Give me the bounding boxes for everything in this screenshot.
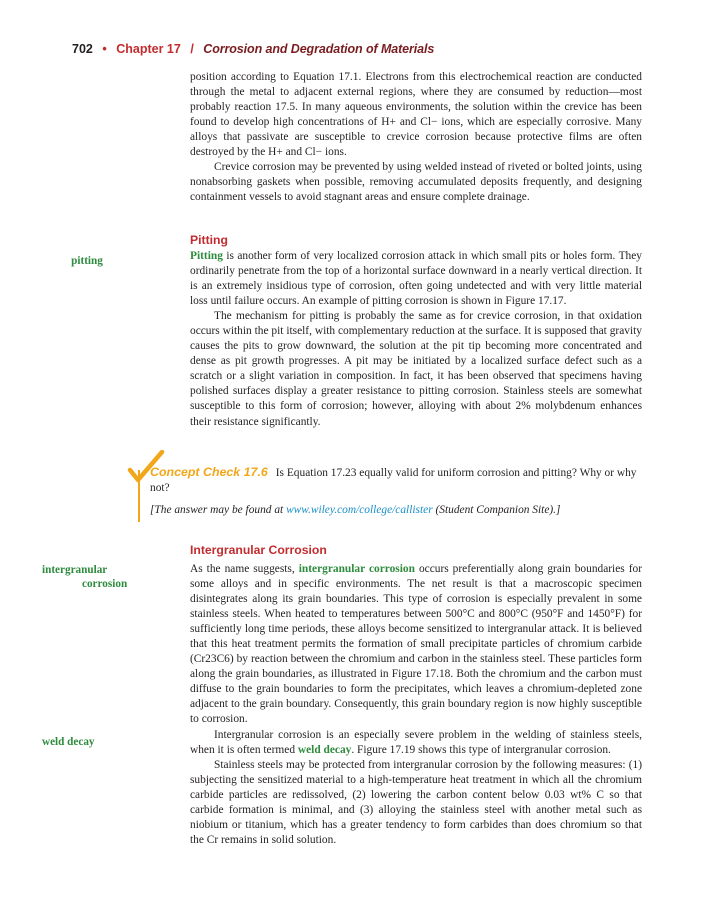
running-header — [72, 42, 434, 56]
answer-link[interactable]: www.wiley.com/college/callister — [286, 504, 433, 516]
concept-check-label: Concept Check 17.6 — [150, 465, 268, 479]
crevice-p2-text: Crevice corrosion may be prevented by using welded instead of riveted or bolted joints, using nonabsorbing gaskets when possible, removing accumulated deposits frequently, and designing containment vessels to avoid stagnant areas and ensure complete drainage. — [190, 161, 642, 204]
concept-check-box — [138, 462, 648, 522]
header-bullet: • — [102, 42, 107, 56]
concept-check-answer — [150, 503, 650, 518]
crevice-paragraph-2 — [190, 160, 642, 205]
pitting-paragraph-1 — [190, 249, 642, 309]
pitting-paragraph-2 — [190, 309, 642, 429]
margin-term-intergranular-line1: intergranular — [42, 564, 108, 576]
pitting-term: Pitting — [190, 250, 223, 262]
intergranular-p1-text: occurs preferentially along grain boundaries for some alloys and in specific environments. The net result is that a macroscopic specimen disintegrates along its grain boundaries. This type of corrosion is especially prevalent in some stainless steels. When heated to temperatures between 500°C and 800°C (950°F and 1450°F) for sufficiently long time periods, these alloys become sensitized to intergranular attack. It is believed that this heat treatment permits the formation of small precipitate particles of chromium carbide (Cr23C6) by reaction between the chromium and carbon in the stainless steel. These particles form along the grain boundaries, as illustrated in Figure 17.18. Both the chromium and the carbon must diffuse to the grain boundaries to form the precipitates, which leaves a chromium-depleted zone adjacent to the grain boundary. Consequently, this grain boundary region is now highly susceptible to corrosion. — [190, 563, 642, 726]
answer-suffix: (Student Companion Site).] — [432, 504, 561, 516]
intergranular-term: intergranular corrosion — [298, 563, 415, 575]
intergranular-heading: Intergranular Corrosion — [190, 543, 327, 557]
weld-decay-term: weld decay — [297, 743, 352, 756]
crevice-section — [190, 70, 642, 205]
chapter-label: Chapter 17 — [116, 42, 181, 56]
intergranular-p1-start: As the name suggests, — [190, 563, 299, 575]
margin-term-intergranular — [42, 563, 162, 591]
pitting-section — [190, 249, 642, 430]
intergranular-paragraph-1 — [190, 562, 642, 728]
intergranular-p2-text: . Figure 17.19 shows this type of intergranular corrosion. — [351, 743, 611, 756]
chapter-title: Corrosion and Degradation of Materials — [203, 42, 435, 56]
pitting-heading: Pitting — [190, 233, 228, 247]
intergranular-p3-text: Stainless steels may be protected from intergranular corrosion by the following measures: (1) subjecting the sensitized material to a high-temperature heat treatment in which all the chromium carbide particles are redissolved, (2) lowering the carbon content below 0.03 wt% C so that carbide formation is minimal, and (3) alloying the stainless steel with another metal such as niobium or titanium, which has a greater tendency to form carbides than does chromium so that the Cr remains in solid solution. — [190, 758, 642, 846]
intergranular-paragraph-2 — [190, 728, 642, 758]
margin-term-intergranular-line2: corrosion — [82, 578, 128, 590]
margin-term-weld-decay: weld decay — [42, 736, 95, 748]
crevice-p1-text: position according to Equation 17.1. Electrons from this electrochemical reaction are conducted through the metal to adjacent external regions, where they are consumed by reduction—most probably reaction 17.5. In many aqueous environments, the solution within the crevice has been found to develop high concentrations of H+ and Cl− ions, which are especially corrosive. Many alloys that passivate are susceptible to crevice corrosion because protective films are often destroyed by the H+ and Cl− ions. — [190, 71, 642, 159]
intergranular-section — [190, 562, 642, 848]
concept-check-question — [150, 465, 650, 496]
page-number: 702 — [72, 42, 93, 56]
pitting-p2-text: The mechanism for pitting is probably the same as for crevice corrosion, in that oxidation occurs within the pit itself, with complementary reduction at the surface. It is supposed that gravity causes the pits to grow downward, the solution at the pit tip becoming more concentrated and dense as pit growth progresses. A pit may be initiated by a localized surface defect such as a scratch or a slight variation in composition. In fact, it has been observed that specimens having polished surfaces display a greater resistance to pitting corrosion. Stainless steels are somewhat susceptible to this form of corrosion; however, alloying with about 2% molybdenum enhances their resistance significantly. — [190, 310, 642, 428]
answer-prefix: [The answer may be found at — [150, 504, 287, 516]
intergranular-p2-start: Intergranular corrosion is an especially severe problem in the welding of stainless steels, when it is often termed — [190, 728, 642, 756]
header-divider: / — [190, 42, 194, 56]
margin-term-pitting: pitting — [71, 255, 103, 267]
pitting-p1-text: is another form of very localized corrosion attack in which small pits or holes form. They ordinarily penetrate from the top of a horizontal surface downward in a nearly vertical direction. It is an extremely insidious type of corrosion, often going undetected and with very little material loss until failure occurs. An example of pitting corrosion is shown in Figure 17.17. — [190, 250, 642, 308]
intergranular-paragraph-3 — [190, 758, 642, 848]
crevice-paragraph-1 — [190, 70, 642, 160]
concept-check-question-text: Is Equation 17.23 equally valid for uniform corrosion and pitting? Why or why not? — [150, 467, 637, 494]
